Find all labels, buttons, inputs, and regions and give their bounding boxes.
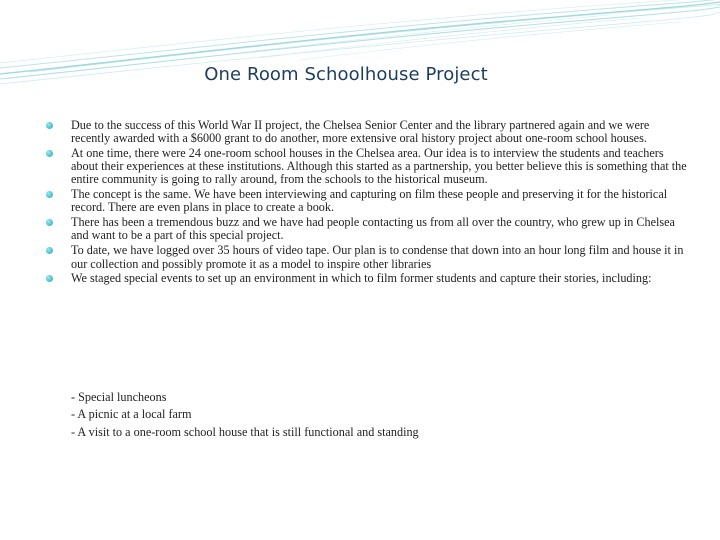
bullet-dot-icon [46,150,53,157]
bullet-text: At one time, there were 24 one-room school houses in the Chelsea area. Our idea is to interview the students and teachers about their experiences at these institutions. Although this started as a partnership, you better believe this is something that the entire community is going to rally around, from the schools to the historical museum. [71,146,687,187]
bullet-list [46,119,691,287]
bullet-dot-icon [46,275,53,282]
bullet-text: We staged special events to set up an environment in which to film former students and capture their stories, including: [71,271,652,286]
bullet-item [46,244,691,270]
bullet-text: Due to the success of this World War II project, the Chelsea Senior Center and the library partnered again and we were recently awarded with a $6000 grant to do another, more extensive oral history project about one-room school houses. [71,118,650,146]
bullet-text: The concept is the same. We have been interviewing and capturing on film these people and preserving it for the historical record. There are even plans in place to create a book. [71,187,668,215]
bullet-item [46,272,691,285]
bullet-text: To date, we have logged over 35 hours of video tape. Our plan is to condense that down into an hour long film and house it in our collection and possibly promote it as a model to inspire other libraries [71,243,684,271]
bullet-dot-icon [46,191,53,198]
bullet-item [46,216,691,242]
activities-list [71,389,691,441]
bullet-dot-icon [46,219,53,226]
bullet-dot-icon [46,122,53,129]
bullet-text: There has been a tremendous buzz and we have had people contacting us from all over the country, who grew up in Chelsea and want to be a part of this special project. [71,215,675,243]
bullet-dot-icon [46,247,53,254]
slide-title: One Room Schoolhouse Project [204,64,488,85]
bullet-item [46,119,691,145]
activity-item: - A visit to a one-room school house that is still functional and standing [71,424,419,439]
bullet-item [46,147,691,186]
bullet-item [46,188,691,214]
activity-item: - Special luncheons [71,390,167,404]
activity-item: - A picnic at a local farm [71,407,192,422]
